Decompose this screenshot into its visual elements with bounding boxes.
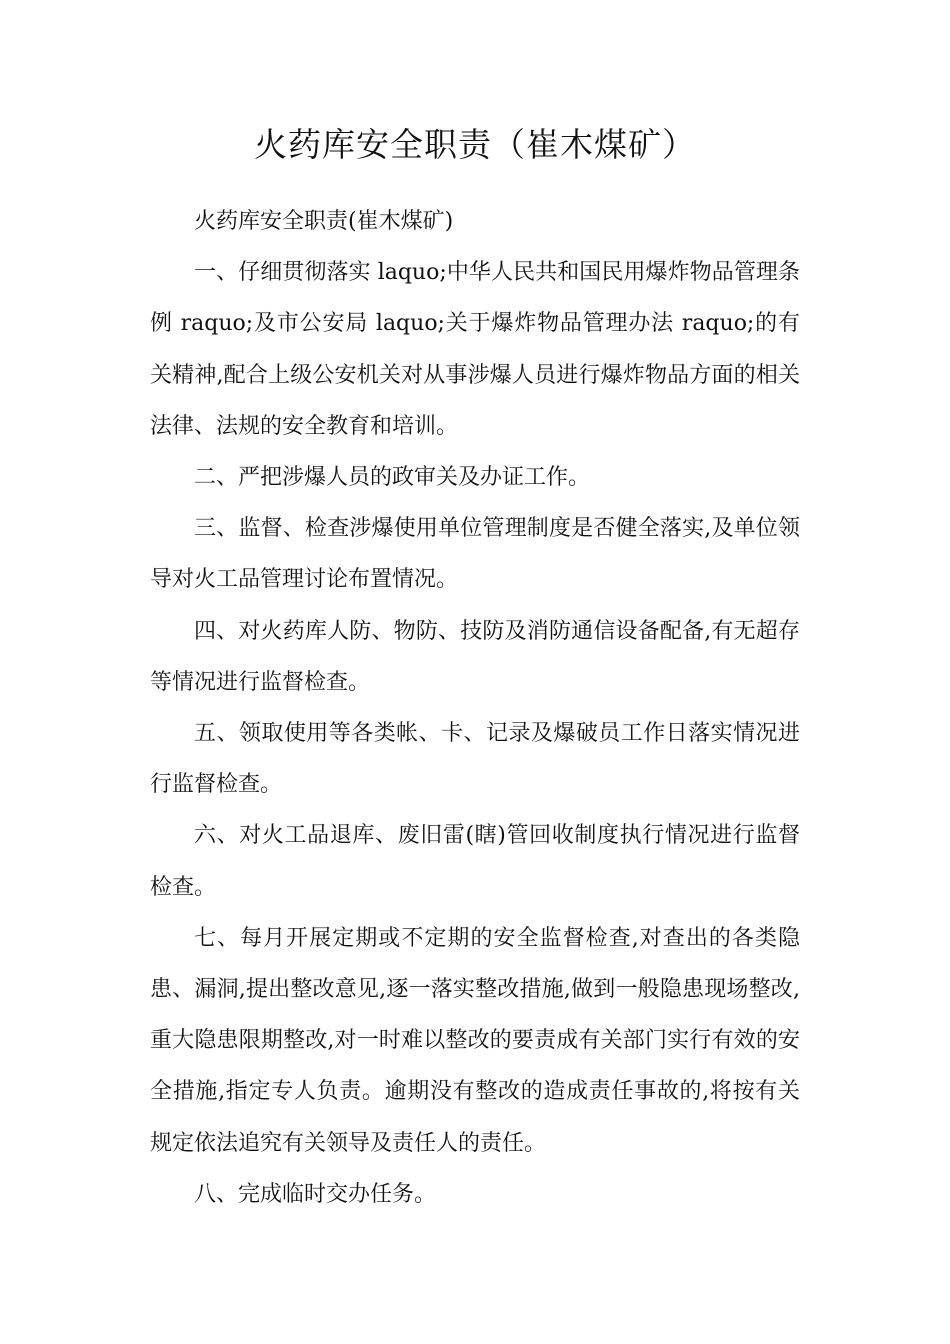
paragraph-subtitle: 火药库安全职责(崔木煤矿) bbox=[194, 209, 454, 234]
document-body bbox=[150, 196, 800, 1220]
paragraph-item-7: 七、每月开展定期或不定期的安全监督检查,对查出的各类隐患、漏洞,提出整改意见,逐一落实整改措施,做到一般隐患现场整改,重大隐患限期整改,对一时难以整改的要责成有关部门实行有效的安全措施,指定专人负责。逾期没有整改的造成责任事故的,将按有关规定依法追究有关领导及责任人的责任。 bbox=[150, 925, 800, 1156]
document-title: 火药库安全职责（崔木煤矿） bbox=[254, 125, 696, 164]
paragraph-item-2: 二、严把涉爆人员的政审关及办证工作。 bbox=[194, 465, 591, 491]
paragraph-item-6: 六、对火工品退库、废旧雷(瞎)管回收制度执行情况进行监督检查。 bbox=[150, 823, 800, 900]
paragraph-item-3: 三、监督、检查涉爆使用单位管理制度是否健全落实,及单位领导对火工品管理讨论布置情况。 bbox=[150, 516, 800, 593]
paragraph-item-8: 八、完成临时交办任务。 bbox=[194, 1181, 437, 1207]
paragraph-item-5: 五、领取使用等各类帐、卡、记录及爆破员工作日落实情况进行监督检查。 bbox=[150, 721, 800, 798]
paragraph-item-1: 一、仔细贯彻落实 laquo;中华人民共和国民用爆炸物品管理条例 raquo;及市公安局 laquo;关于爆炸物品管理办法 raquo;的有关精神,配合上级公安机关对从事涉爆人员进行爆炸物品方面的相关法律、法规的安全教育和培训。 bbox=[150, 260, 800, 439]
paragraph-item-4: 四、对火药库人防、物防、技防及消防通信设备配备,有无超存等情况进行监督检查。 bbox=[150, 618, 800, 695]
